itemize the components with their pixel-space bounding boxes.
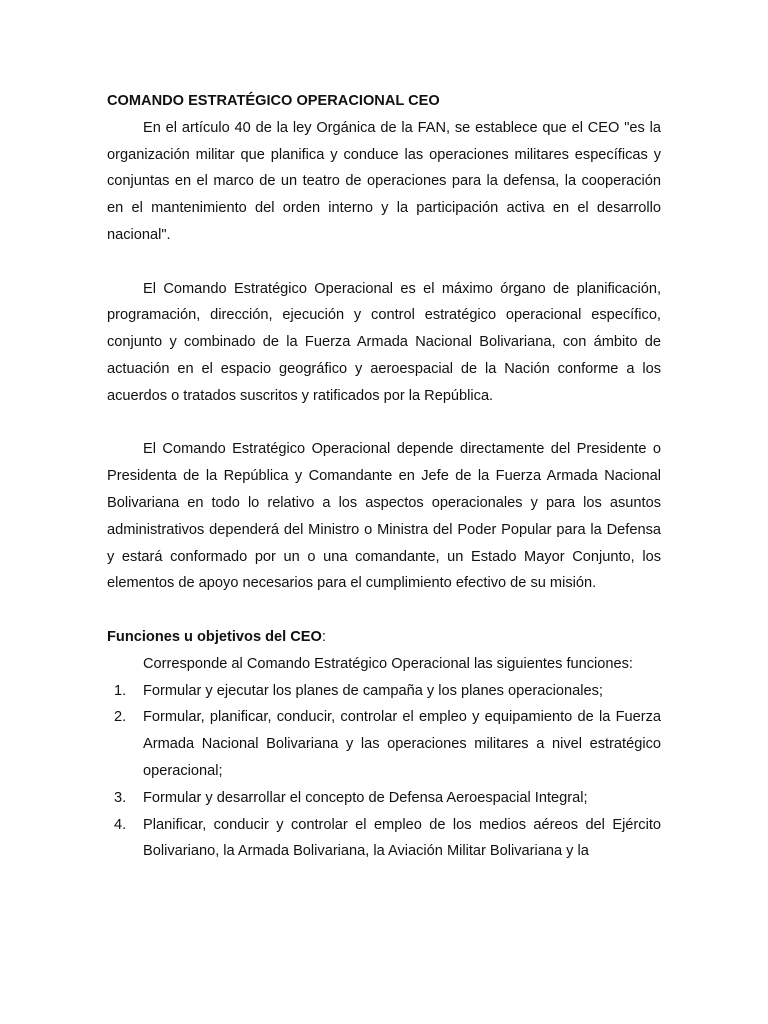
list-item-text: Formular y ejecutar los planes de campaña y los planes operacionales; bbox=[143, 682, 603, 699]
list-item-number: 1. bbox=[114, 682, 127, 699]
paragraph-dependencia: El Comando Estratégico Operacional depende directamente del Presidente o Presidenta de la República y Comandante en Jefe de la Fuerza Armada Nacional Bolivariana en todo lo relativo a los aspectos operacionales y para los asuntos administrativos dependerá del Ministro o Ministra del Poder Popular para la Defensa y estará conformado por un o una comandante, un Estado Mayor Conjunto, los elementos de apoyo necesarios para el cumplimiento efectivo de su misión. bbox=[107, 441, 661, 592]
list-item-number: 4. bbox=[114, 816, 127, 833]
list-item bbox=[107, 812, 661, 866]
list-item bbox=[107, 785, 661, 812]
functions-heading-colon: : bbox=[321, 628, 326, 645]
paragraph-gap bbox=[107, 597, 661, 624]
functions-heading-text: Funciones u objetivos del CEO bbox=[107, 628, 322, 645]
document-page bbox=[107, 88, 661, 865]
paragraph-gap bbox=[107, 410, 661, 437]
list-item-text: Formular y desarrollar el concepto de Defensa Aeroespacial Integral; bbox=[143, 789, 588, 806]
functions-intro: Corresponde al Comando Estratégico Operacional las siguientes funciones: bbox=[143, 655, 633, 672]
functions-list bbox=[107, 678, 661, 866]
list-item bbox=[107, 704, 661, 784]
functions-heading bbox=[107, 624, 661, 651]
list-item bbox=[107, 678, 661, 705]
document-title: COMANDO ESTRATÉGICO OPERACIONAL CEO bbox=[107, 93, 440, 109]
paragraph-gap bbox=[107, 249, 661, 276]
list-item-text: Formular, planificar, conducir, controlar el empleo y equipamiento de la Fuerza Armada Nacional Bolivariana y las operaciones militares a nivel estratégico operacional; bbox=[143, 709, 661, 779]
list-item-text: Planificar, conducir y controlar el empleo de los medios aéreos del Ejército Bolivariano, la Armada Bolivariana, la Aviación Militar Bolivariana y la bbox=[143, 816, 661, 860]
paragraph-article-40: En el artículo 40 de la ley Orgánica de la FAN, se establece que el CEO "es la organización militar que planifica y conduce las operaciones militares específicas y conjuntas en el marco de un teatro de operaciones para la defensa, la cooperación en el mantenimiento del orden interno y la participación activa en el desarrollo nacional". bbox=[107, 119, 661, 243]
list-item-number: 3. bbox=[114, 789, 127, 806]
paragraph-maximo-organo: El Comando Estratégico Operacional es el máximo órgano de planificación, programación, dirección, ejecución y control estratégico operacional específico, conjunto y combinado de la Fuerza Armada Nacional Bolivariana, con ámbito de actuación en el espacio geográfico y aeroespacial de la Nación conforme a los acuerdos o tratados suscritos y ratificados por la República. bbox=[107, 280, 661, 404]
list-item-number: 2. bbox=[114, 709, 127, 726]
